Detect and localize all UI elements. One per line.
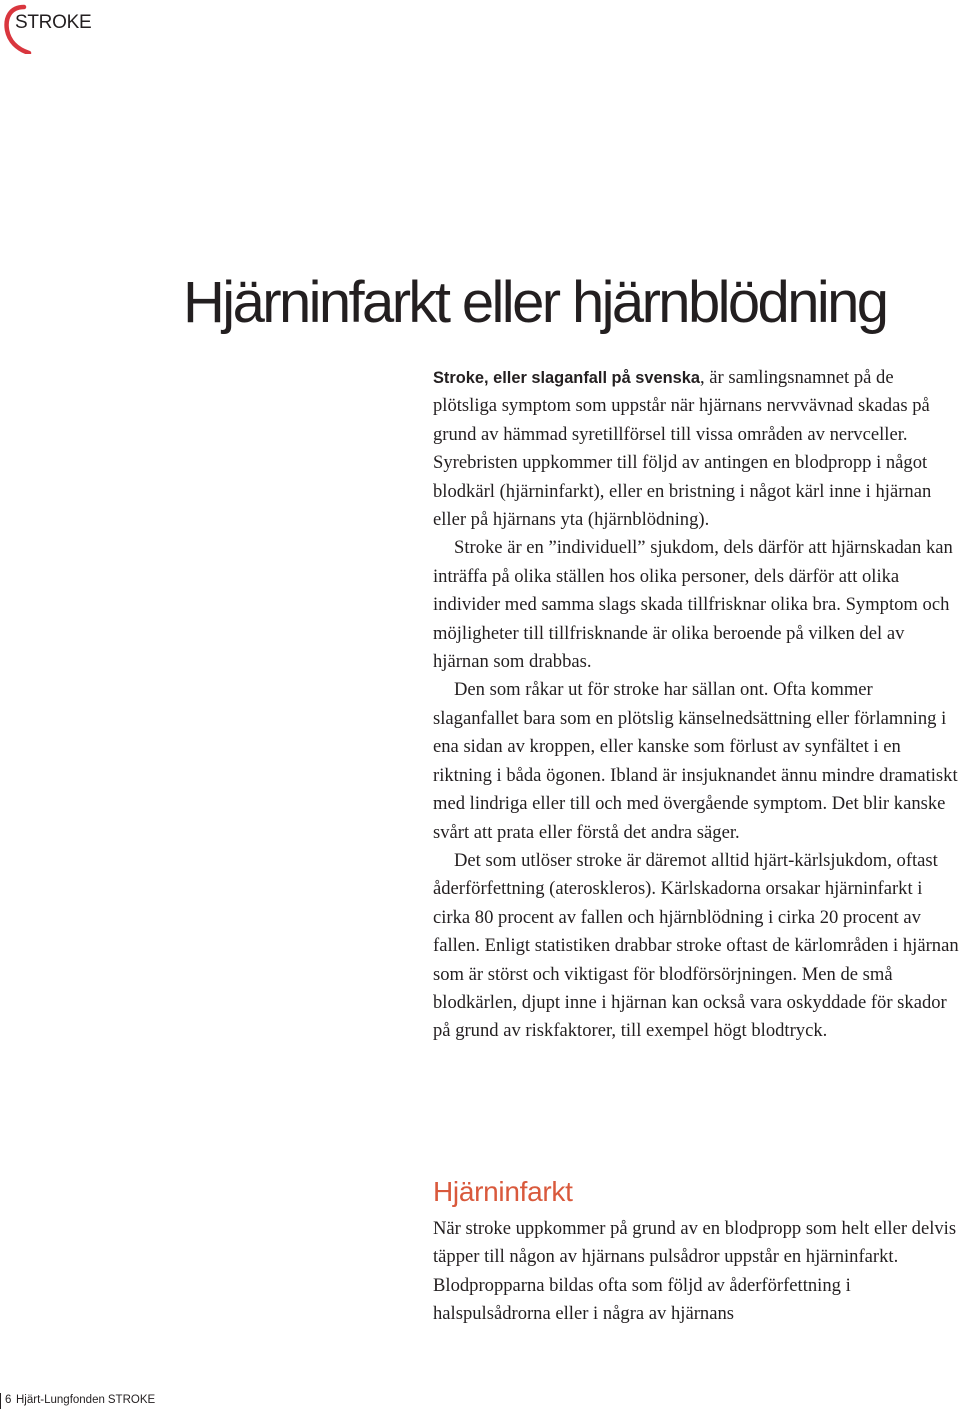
section-text <box>433 1215 960 1329</box>
section-heading: Hjärninfarkt <box>433 1176 573 1207</box>
intro-paragraph-1 <box>433 364 960 534</box>
page-title: Hjärninfarkt eller hjärnblödning <box>183 270 887 335</box>
page-footer <box>0 1393 400 1409</box>
footer-org: Hjärt-Lungfonden <box>16 1394 105 1406</box>
intro-paragraph-3: Den som råkar ut för stroke har sällan ont. Ofta kommer slaganfallet bara som en plötslig känselnedsättning eller förlamning i ena sidan av kroppen, eller kanske som förlust av synfältet i en riktning i båda ögonen. Ibland är insjuknandet ännu mindre dramatiskt med lindriga eller till och med övergående symptom. Det blir kanske svårt att prata eller förstå det andra säger. <box>433 679 958 843</box>
intro-lead: Stroke, eller slaganfall på svenska <box>433 369 700 387</box>
page-header <box>0 0 200 60</box>
intro-paragraph-2: Stroke är en ”individuell” sjukdom, dels därför att hjärnskadan kan inträffa på olika ställen hos olika personer, dels därför att olika individer med samma slags skada tillfrisknar olika bra. Symptom och möjligheter till tillfrisknande är olika beroende på vilken del av hjärnan som drabbas. <box>433 537 953 673</box>
section-paragraph: När stroke uppkommer på grund av en blodpropp som helt eller delvis täpper till någon av hjärnans pulsådror uppstår en hjärninfarkt. Blodpropparna bildas ofta som följd av åderförfettning i halspulsådrorna eller i några av hjärnans <box>433 1218 957 1325</box>
intro-text <box>433 364 960 1046</box>
intro-paragraph-1-text: , är samlingsnamnet på de plötsliga symptom som uppstår när hjärnans nervvävnad skadas på grund av hämmad syretillförsel till vissa områden av nervceller. Syrebristen uppkommer till följd av antingen en blodpropp i något blodkärl (hjärninfarkt), eller en bristning i något kärl inne i hjärnan eller på hjärnans yta (hjärnblödning). <box>433 367 932 531</box>
footer-subject: STROKE <box>107 1394 156 1406</box>
intro-paragraph-4: Det som utlöser stroke är däremot alltid hjärt-kärlsjukdom, oftast åderförfettning (ateroskleros). Kärlskadorna orsakar hjärninfarkt i cirka 80 procent av fallen och hjärnblödning i cirka 20 procent av fallen. Enligt statistiken drabbar stroke oftast de kärlområden i hjärnan som är störst och viktigast för blodförsörjningen. Men de små blodkärlen, djupt inne i hjärnan kan också vara oskyddade för skador på grund av riskfaktorer, till exempel högt blodtryck. <box>433 849 959 1042</box>
header-label: STROKE <box>15 12 92 33</box>
footer-rule <box>0 1393 1 1409</box>
page-number: 6 <box>5 1394 12 1406</box>
